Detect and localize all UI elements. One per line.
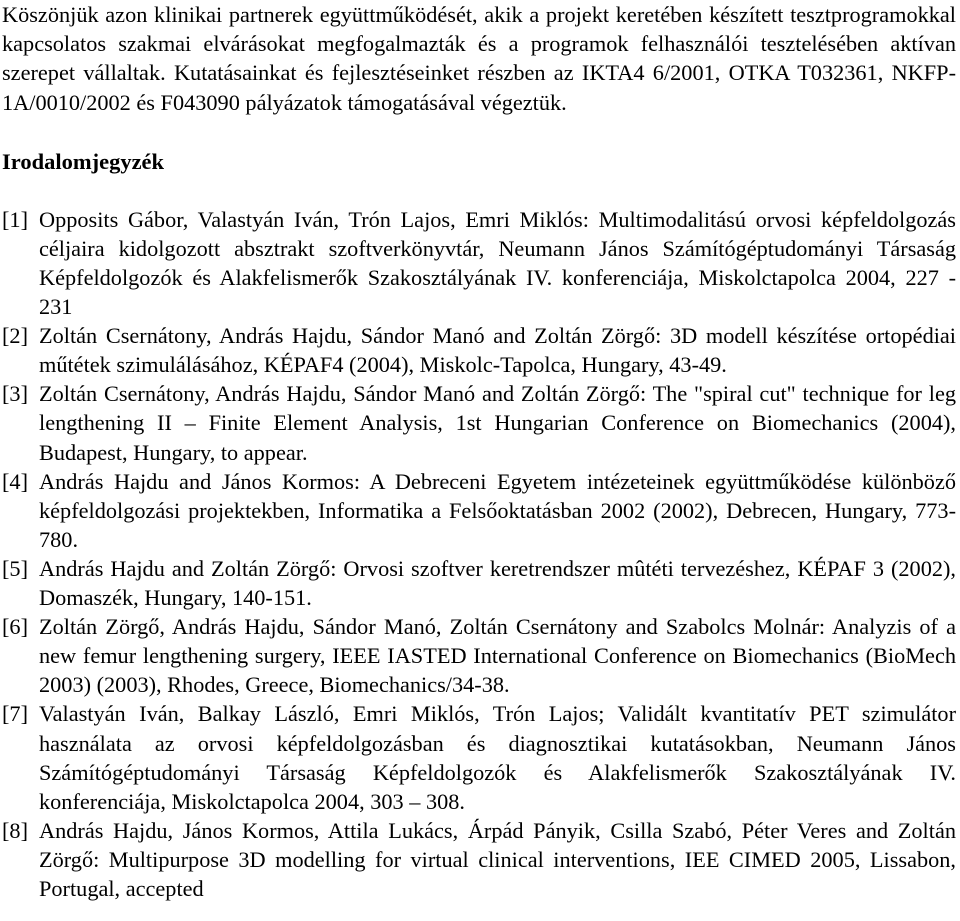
reference-item (2, 816, 956, 903)
reference-text: András Hajdu, János Kormos, Attila Lukács, Árpád Pányik, Csilla Szabó, Péter Veres and Zoltán Zörgő: Multipurpose 3D modelling for virtual clinical interventions, IEE CIMED 2005, Lissabon, Portugal, accepted (39, 817, 956, 901)
reference-item (2, 467, 956, 554)
reference-list (2, 205, 956, 903)
reference-text: Zoltán Zörgő, András Hajdu, Sándor Manó, Zoltán Csernátony and Szabolcs Molnár: Analyzis of a new femur lengthening surgery, IEEE IASTED International Conference on Biomechanics (BioMech 2003) (2003), Rhodes, Greece, Biomechanics/34-38. (39, 614, 956, 698)
reference-text: András Hajdu and János Kormos: A Debreceni Egyetem intézeteinek együttműködése különböző képfeldolgozási projektekben, Informatika a Felsőoktatásban 2002 (2002), Debrecen, Hungary, 773-780. (39, 468, 956, 552)
reference-number: [1] (2, 206, 28, 232)
reference-text: Zoltán Csernátony, András Hajdu, Sándor Manó and Zoltán Zörgő: 3D modell készítése ortopédiai műtétek szimulálásához, KÉPAF4 (2004), Miskolc-Tapolca, Hungary, 43-49. (39, 323, 956, 378)
reference-number: [2] (2, 323, 28, 349)
reference-item (2, 379, 956, 466)
reference-number: [8] (2, 817, 28, 843)
acknowledgement-paragraph: Köszönjük azon klinikai partnerek együttműködését, akik a projekt keretében készített tesztprogramokkal kapcsolatos szakmai elvárásokat megfogalmazták és a programok felhasználói tesztelésében aktívan szerepet vállaltak. Kutatásainkat és fejlesztéseinket részben az IKTA4 6/2001, OTKA T032361, NKFP-1A/0010/2002 és F043090 pályázatok támogatásával végeztük. (2, 2, 956, 115)
reference-number: [6] (2, 614, 28, 640)
reference-text: Opposits Gábor, Valastyán Iván, Trón Lajos, Emri Miklós: Multimodalitású orvosi képfeldolgozás céljaira kidolgozott absztrakt szoftverkönyvtár, Neumann János Számítógéptudományi Társaság Képfeldolgozók és Alakfelismerők Szakosztályának IV. konferenciája, Miskolctapolca 2004, 227 - 231 (39, 206, 956, 320)
reference-item (2, 612, 956, 699)
reference-item (2, 699, 956, 815)
reference-number: [4] (2, 468, 28, 494)
reference-text: Valastyán Iván, Balkay László, Emri Miklós, Trón Lajos; Validált kvantitatív PET szimulátor használata az orvosi képfeldolgozásban és diagnosztikai kutatásokban, Neumann János Számítógéptudományi Társaság Képfeldolgozók és Alakfelismerők Szakosztályának IV. konferenciája, Miskolctapolca 2004, 303 – 308. (39, 701, 956, 814)
reference-number: [7] (2, 701, 28, 727)
reference-number: [3] (2, 381, 28, 407)
reference-item (2, 321, 956, 379)
reference-item (2, 205, 956, 321)
document-page (2, 0, 956, 903)
reference-text: András Hajdu and Zoltán Zörgő: Orvosi szoftver keretrendszer mûtéti tervezéshez, KÉPAF 3 (2002), Domaszék, Hungary, 140-151. (39, 555, 956, 611)
reference-text: Zoltán Csernátony, András Hajdu, Sándor Manó and Zoltán Zörgő: The "spiral cut" technique for leg lengthening II – Finite Element Analysis, 1st Hungarian Conference on Biomechanics (2004), Budapest, Hungary, to appear. (39, 381, 956, 465)
reference-number: [5] (2, 555, 28, 581)
reference-item (2, 554, 956, 612)
references-heading: Irodalomjegyzék (2, 148, 165, 174)
